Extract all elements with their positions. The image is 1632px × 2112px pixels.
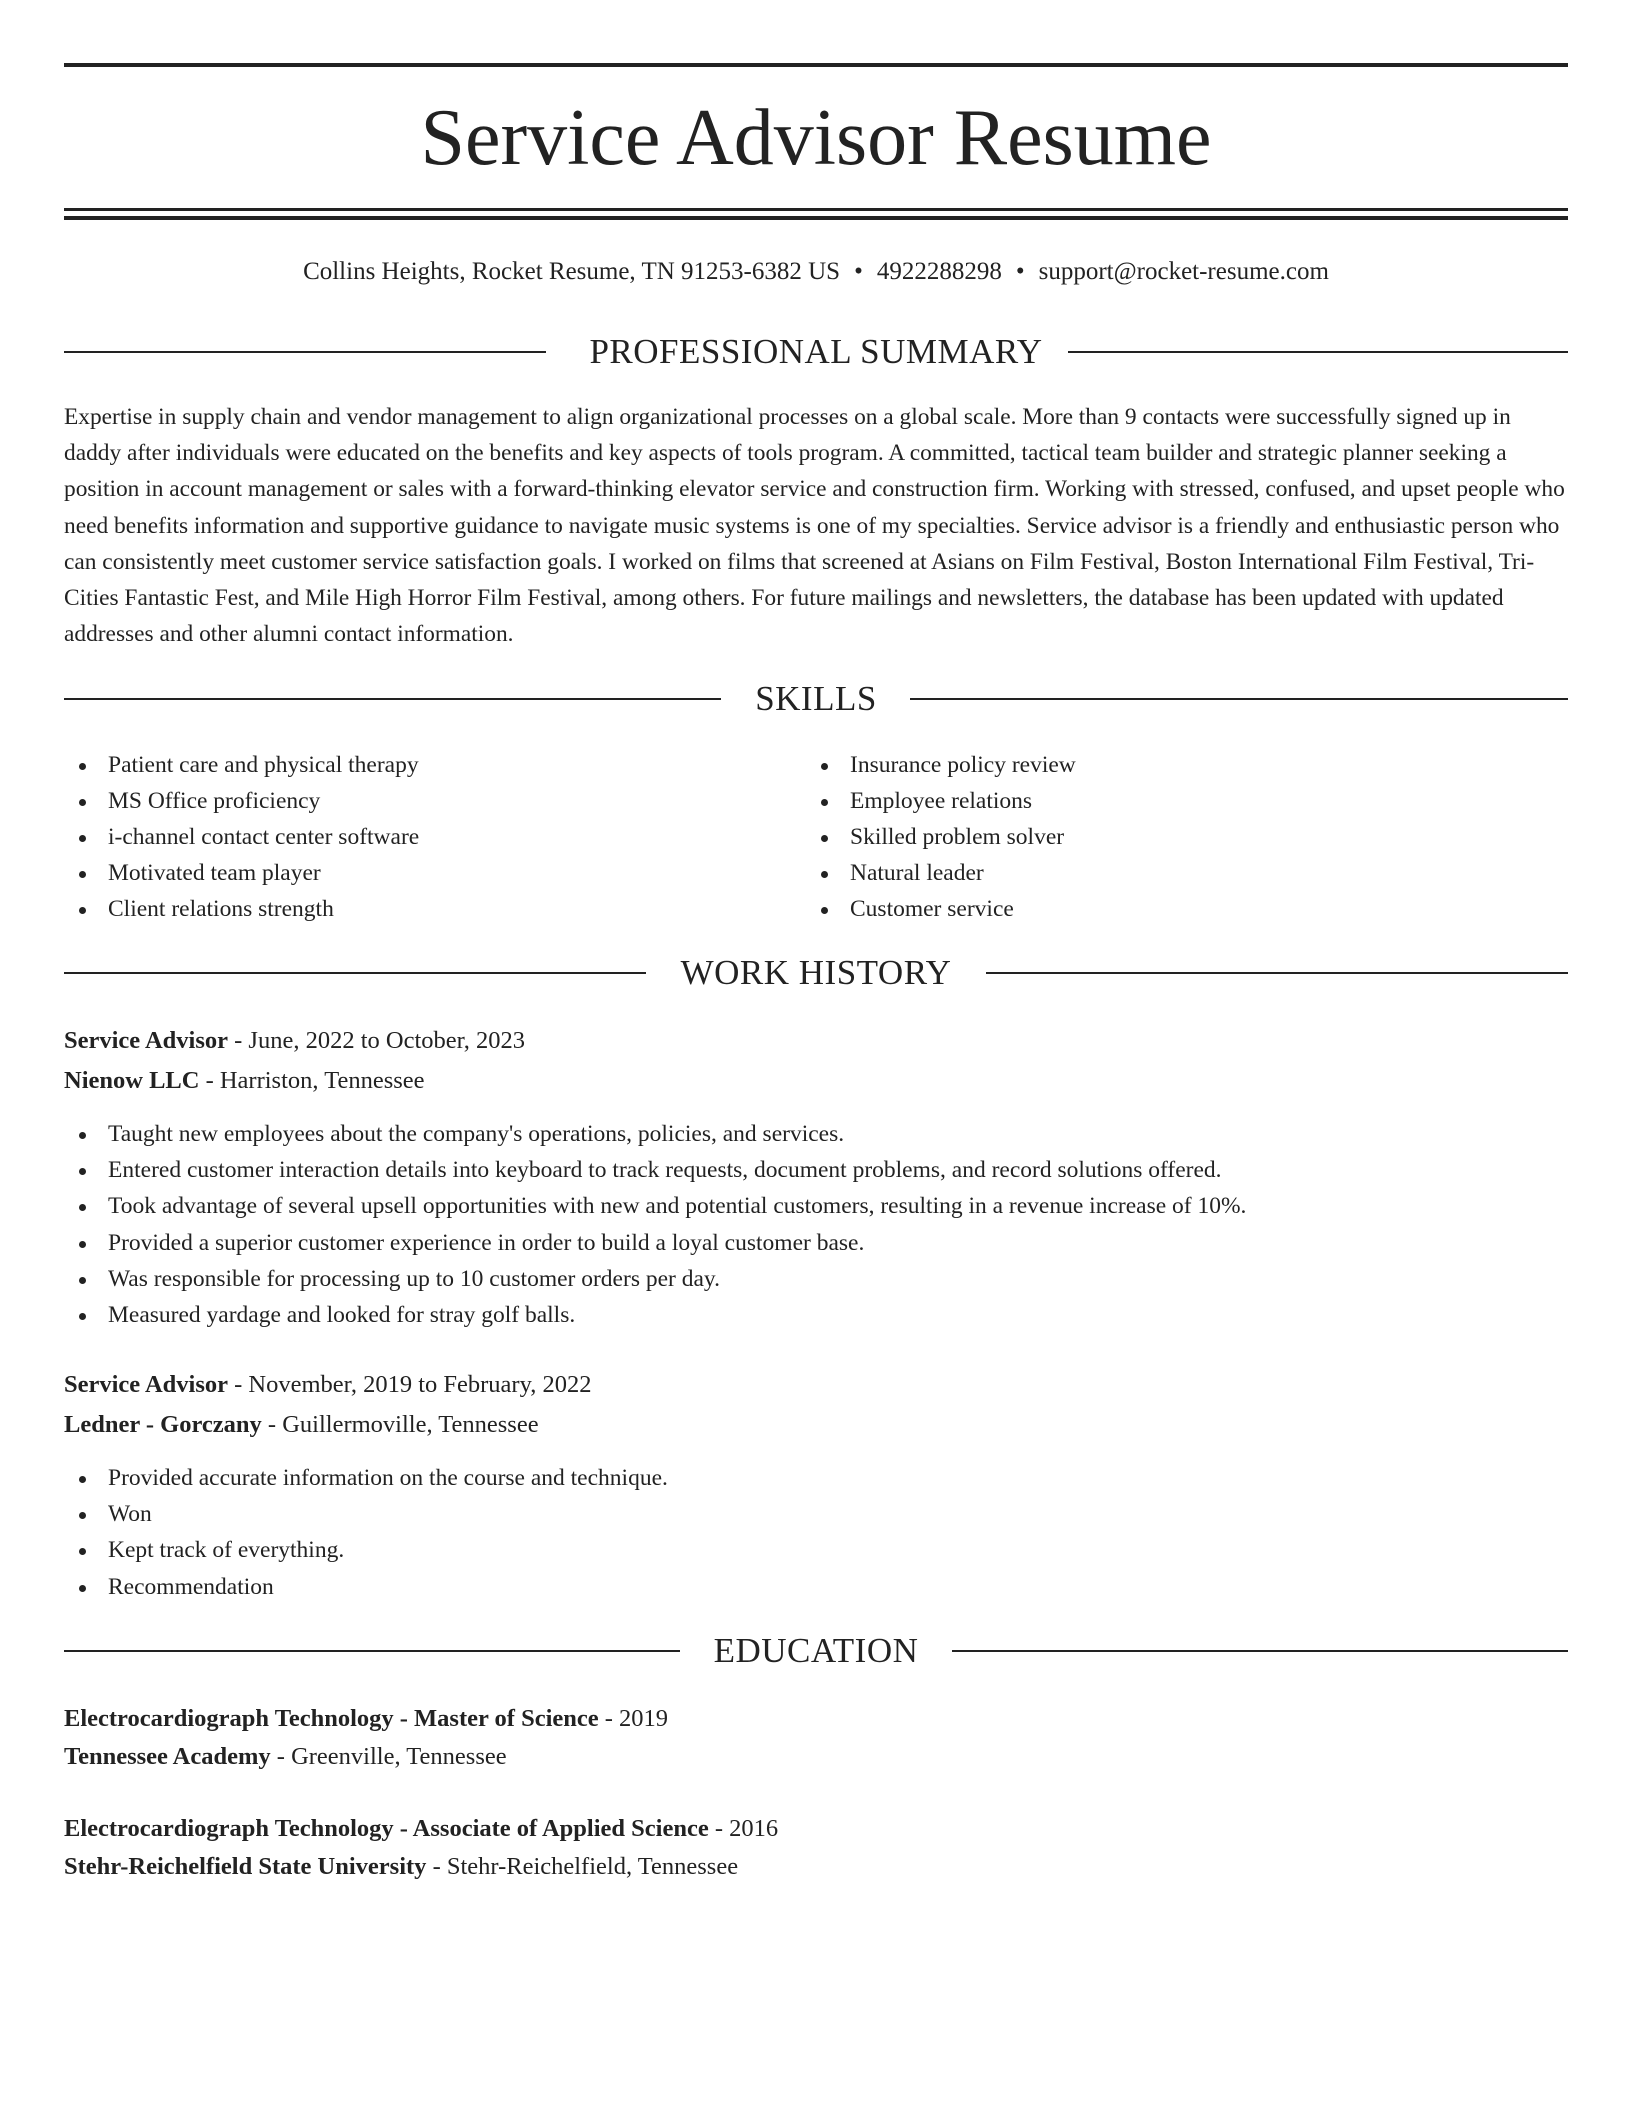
job-title: Service Advisor (64, 1027, 228, 1054)
skill-item: MS Office proficiency (64, 783, 764, 819)
education-school: Stehr-Reichelfield State University (64, 1853, 427, 1880)
skill-item: Skilled problem solver (806, 819, 1506, 855)
skill-item: Client relations strength (64, 891, 764, 927)
section-title: WORK HISTORY (680, 953, 952, 992)
contact-address: Collins Heights, Rocket Resume, TN 91253-6382 US (303, 258, 841, 285)
section-title: PROFESSIONAL SUMMARY (589, 332, 1043, 371)
section-title: EDUCATION (713, 1631, 919, 1670)
job-bullets (64, 1116, 1568, 1333)
education-degree-line (64, 1810, 778, 1848)
contact-email: support@rocket-resume.com (1038, 258, 1329, 285)
title-rule-lower (64, 216, 1568, 220)
education-degree: Electrocardiograph Technology - Associate of Applied Science (64, 1815, 709, 1842)
education-location: - Stehr-Reichelfield, Tennessee (426, 1853, 739, 1880)
education-school-line (64, 1848, 738, 1886)
summary-text: Expertise in supply chain and vendor management to align organizational processes on a global scale. More than 9 contacts were successfully signed up in daddy after individuals were educated on the benefits and key aspects of tools program. A committed, tactical team builder and strategic planner seeking a position in account management or sales with a forward-thinking elevator service and construction firm. Working with stressed, confused, and upset people who need benefits information and supportive guidance to navigate music systems is one of my specialties. Service advisor is a friendly and enthusiastic person who can consistently meet customer service satisfaction goals. I worked on films that screened at Asians on Film Festival, Boston International Film Festival, Tri-Cities Fantastic Fest, and Mile High Horror Film Festival, among others. For future mailings and newsletters, the database has been updated with updated addresses and other alumni contact information. (64, 404, 1565, 648)
education-location: - Greenville, Tennessee (270, 1743, 507, 1770)
section-heading-work (64, 948, 1568, 998)
education-year: - 2019 (598, 1705, 669, 1732)
skills-list-left (64, 747, 764, 927)
job-bullets (64, 1460, 1568, 1605)
section-title: SKILLS (755, 679, 877, 718)
job-company-line (64, 1062, 425, 1100)
job-bullet: Was responsible for processing up to 10 customer orders per day. (64, 1261, 1568, 1297)
education-degree-line (64, 1700, 668, 1738)
education-degree: Electrocardiograph Technology - Master of Science (64, 1705, 599, 1732)
job-bullet: Recommendation (64, 1569, 1568, 1605)
job-title-line (64, 1366, 592, 1404)
job-dates: - November, 2019 to February, 2022 (228, 1371, 592, 1398)
skill-item: Employee relations (806, 783, 1506, 819)
section-heading-education (64, 1626, 1568, 1676)
education-school: Tennessee Academy (64, 1743, 271, 1770)
skill-item: Patient care and physical therapy (64, 747, 764, 783)
contact-phone: 4922288298 (876, 258, 1002, 285)
job-bullet: Entered customer interaction details into keyboard to track requests, document problems, and record solutions offered. (64, 1152, 1568, 1188)
job-bullet: Took advantage of several upsell opportunities with new and potential customers, resulting in a revenue increase of 10%. (64, 1188, 1568, 1224)
job-company-line (64, 1406, 539, 1444)
job-bullet: Kept track of everything. (64, 1532, 1568, 1568)
section-heading-skills (64, 674, 1568, 724)
job-title: Service Advisor (64, 1371, 228, 1398)
contact-separator: • (854, 258, 863, 285)
job-bullet: Provided accurate information on the course and technique. (64, 1460, 1568, 1496)
education-year: - 2016 (708, 1815, 779, 1842)
job-dates: - June, 2022 to October, 2023 (228, 1027, 526, 1054)
job-company: Ledner - Gorczany (64, 1411, 262, 1438)
skill-item: Customer service (806, 891, 1506, 927)
job-location: - Guillermoville, Tennessee (261, 1411, 539, 1438)
job-title-line (64, 1022, 525, 1060)
job-bullet: Measured yardage and looked for stray golf balls. (64, 1297, 1568, 1333)
job-bullet: Won (64, 1496, 1568, 1532)
skill-item: Natural leader (806, 855, 1506, 891)
skill-item: Insurance policy review (806, 747, 1506, 783)
job-company: Nienow LLC (64, 1067, 200, 1094)
resume-title: Service Advisor Resume (420, 94, 1212, 182)
job-bullet: Taught new employees about the company's operations, policies, and services. (64, 1116, 1568, 1152)
skill-item: Motivated team player (64, 855, 764, 891)
skills-list-right (806, 747, 1506, 927)
section-heading-summary (64, 327, 1568, 377)
skill-item: i-channel contact center software (64, 819, 764, 855)
job-location: - Harriston, Tennessee (199, 1067, 425, 1094)
contact-line (64, 252, 1568, 292)
job-bullet: Provided a superior customer experience in order to build a loyal customer base. (64, 1225, 1568, 1261)
top-rule (64, 63, 1568, 67)
contact-separator: • (1015, 258, 1025, 285)
title-rule-upper (64, 208, 1568, 211)
education-school-line (64, 1738, 507, 1776)
